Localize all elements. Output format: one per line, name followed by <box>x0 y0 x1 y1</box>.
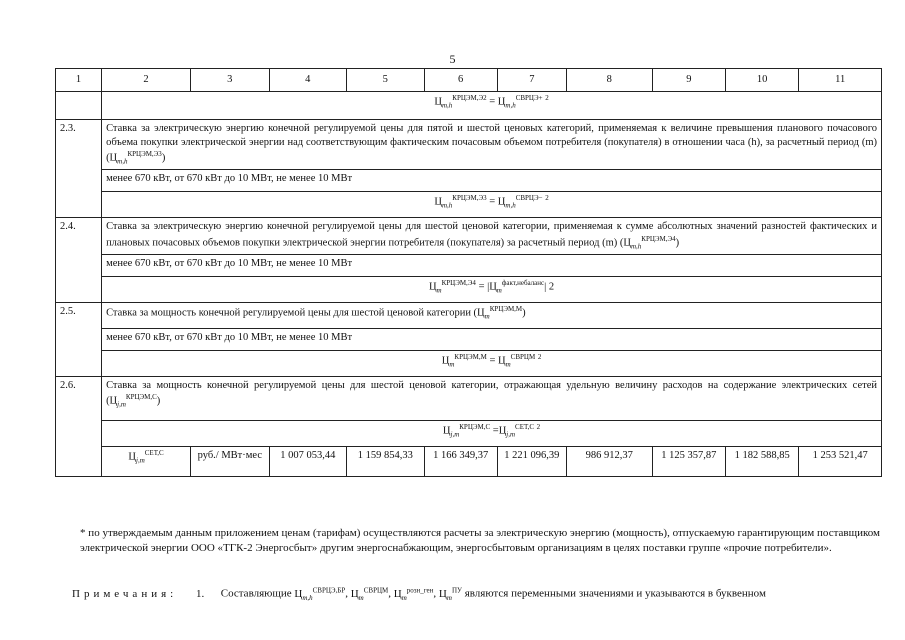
row-number: 2.6. <box>56 376 102 476</box>
formula: $Ц_m^{КРЦЭМ,Э4} = |Ц_m^{факт,небаланс}|$ 2 <box>102 276 882 302</box>
row-2-3-desc <box>56 120 882 170</box>
notes-label: Примечания: <box>72 587 178 600</box>
col-header-2: 2 <box>102 69 191 92</box>
row-2-5-desc <box>56 302 882 328</box>
row-2-4-desc <box>56 218 882 254</box>
col-header-9: 9 <box>652 69 725 92</box>
header-row <box>56 69 882 92</box>
formula-row-top <box>56 92 882 120</box>
row-2-3-cond <box>56 170 882 192</box>
row-2-6-values <box>56 446 882 476</box>
value-cell: 1 125 357,87 <box>652 446 725 476</box>
col-header-1: 1 <box>56 69 102 92</box>
voltage-condition: менее 670 кВт, от 670 кВт до 10 МВт, не менее 10 МВт <box>102 170 882 192</box>
row-2-4-cond <box>56 254 882 276</box>
voltage-condition: менее 670 кВт, от 670 кВт до 10 МВт, не менее 10 МВт <box>102 254 882 276</box>
formula: $Ц_m^{КРЦЭМ,М} = Ц_m^{СВРЦМ}$ $^2$ <box>102 350 882 376</box>
voltage-condition: менее 670 кВт, от 670 кВт до 10 МВт, не менее 10 МВт <box>102 328 882 350</box>
notes-text-end: являются переменными значениями и указываются в буквенном <box>464 587 766 600</box>
row-description: Ставка за мощность конечной регулируемой цены для шестой ценовой категории $(Ц_m^{КРЦЭМ,М})$ <box>102 302 882 328</box>
tariff-table <box>55 68 882 477</box>
row-2-5-formula <box>56 350 882 376</box>
col-header-3: 3 <box>191 69 270 92</box>
row-number: 2.5. <box>56 302 102 376</box>
col-header-5: 5 <box>347 69 424 92</box>
col-header-4: 4 <box>269 69 346 92</box>
value-cell: 1 166 349,37 <box>424 446 497 476</box>
unit-cell: руб./ МВт·мес <box>191 446 270 476</box>
value-cell: 1 221 096,39 <box>497 446 566 476</box>
col-header-6: 6 <box>424 69 497 92</box>
row-2-6-formula <box>56 420 882 446</box>
value-cell: 1 253 521,47 <box>799 446 882 476</box>
value-cell: 1 007 053,44 <box>269 446 346 476</box>
notes: Примечания: 1. Составляющие $Ц_{m,h}^{СВРЦЭ,БР}$, $Ц_m^{СВРЦМ}$, $Ц_m^{розн\_ген}$, $Ц_m^{ПУ}$ являются переменными значениями и указываются в буквенном <box>72 586 766 602</box>
value-cell: 1 182 588,85 <box>726 446 799 476</box>
row-2-6-desc <box>56 376 882 420</box>
value-cell: 1 159 854,33 <box>347 446 424 476</box>
row-2-5-cond <box>56 328 882 350</box>
row-number: 2.3. <box>56 120 102 218</box>
col-header-8: 8 <box>566 69 652 92</box>
formula: $Ц_{m,h}^{КРЦЭМ,Э3} = Ц_{m,h}^{СВРЦЭ-}$ $^2$ <box>102 192 882 218</box>
notes-term-4: $Ц_m^{ПУ}$ <box>438 586 462 602</box>
col-header-7: 7 <box>497 69 566 92</box>
value-cell: 986 912,37 <box>566 446 652 476</box>
row-description: Ставка за электрическую энергию конечной регулируемой цены для пятой и шестой ценовых категорий, применяемая к величине превышения планового почасового объема покупки электрической энергии над соответствующим фактическим почасовым объемом потребителя (покупателя) в отношении часа (h), за расчетный период (m) $(Ц_{m,h}^{КРЦЭМ,Э3})$ <box>102 120 882 170</box>
notes-term-2: $Ц_m^{СВРЦМ}$ <box>350 586 389 602</box>
formula: $Ц_{j,m}^{КРЦЭМ,С} =Ц_{j,m}^{СЕТ,С}$ $^2$ <box>102 420 882 446</box>
row-2-3-formula <box>56 192 882 218</box>
row-2-4-formula <box>56 276 882 302</box>
row-description: Ставка за электрическую энергию конечной регулируемой цены для шестой ценовой категории, применяемая к сумме абсолютных значений разностей фактических и плановых почасовых объемов покупки электрической энергии потребителя (покупателя) за расчетный период (m) $(Ц_{m,h}^{КРЦЭМ,Э4})$ <box>102 218 882 254</box>
col-header-10: 10 <box>726 69 799 92</box>
notes-index: 1. <box>196 587 205 600</box>
notes-term-3: $Ц_m^{розн\_ген}$ <box>393 586 434 602</box>
row-number: 2.4. <box>56 218 102 302</box>
formula-top: $Ц_{m,h}^{КРЦЭМ,Э2} = Ц_{m,h}^{СВРЦЭ+}$ $^2$ <box>102 92 882 120</box>
notes-term-1: $Ц_{m,h}^{СВРЦЭ,БР}$ <box>294 586 346 602</box>
notes-text-start: Составляющие <box>220 587 292 600</box>
row-description: Ставка за мощность конечной регулируемой цены для шестой ценовой категории, отражающая удельную величину расходов на содержание электрических сетей $(Ц_{j,m}^{КРЦЭМ,С})$ <box>102 376 882 420</box>
col-header-11: 11 <box>799 69 882 92</box>
page-number: 5 <box>449 52 456 66</box>
value-symbol: $Ц_{j,m}^{СЕТ,С}$ <box>102 446 191 476</box>
footnote: * по утверждаемым данным приложением ценам (тарифам) осуществляются расчеты за электрическую энергию (мощность), отпускаемую гарантирующим поставщиком электрической энергии ООО «ТГК-2 Энергосбыт» другим энергоснабжающим, энергосбытовым организациям в целях поставки группе «прочие потребители». <box>80 527 880 554</box>
